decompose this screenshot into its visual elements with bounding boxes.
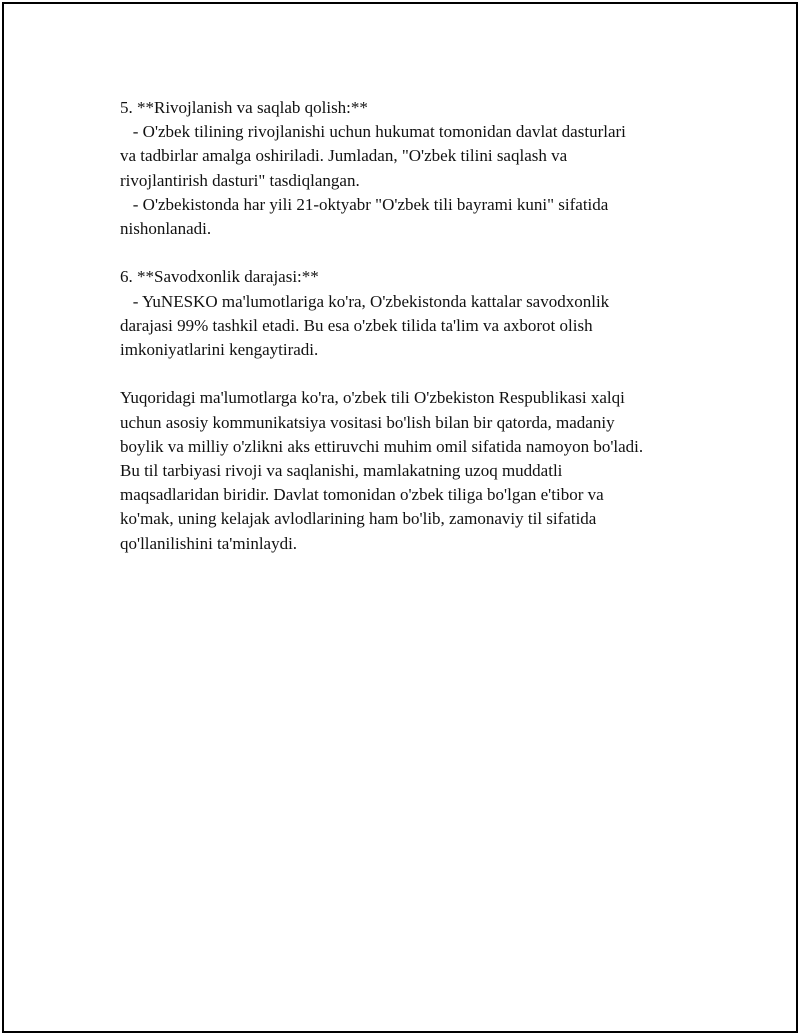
section-5-bullet-2-line-2: nishonlanadi. (120, 219, 212, 239)
conclusion-line-1: Yuqoridagi ma'lumotlarga ko'ra, o'zbek tili O'zbekiston Respublikasi xalqi (120, 388, 625, 408)
conclusion-line-4: Bu til tarbiyasi rivoji va saqlanishi, mamlakatning uzoq muddatli (120, 461, 563, 481)
section-6-bullet-1-line-1: - YuNESKO ma'lumotlariga ko'ra, O'zbekistonda kattalar savodxonlik (120, 291, 610, 311)
document-body (120, 96, 710, 556)
section-6-bullet-1-line-3: imkoniyatlarini kengaytiradi. (120, 340, 319, 360)
paragraph-gap (120, 362, 710, 386)
section-6-heading: 6. **Savodxonlik darajasi:** (120, 267, 319, 287)
conclusion-line-3: boylik va milliy o'zlikni aks ettiruvchi muhim omil sifatida namoyon bo'ladi. (120, 436, 644, 456)
document-page (2, 2, 798, 1033)
section-5-heading: 5. **Rivojlanish va saqlab qolish:** (120, 98, 368, 117)
section-5-bullet-2-line-1: - O'zbekistonda har yili 21-oktyabr "O'zbek tili bayrami kuni" sifatida (120, 194, 609, 214)
section-5-bullet-1-line-1: - O'zbek tilining rivojlanishi uchun hukumat tomonidan davlat dasturlari (120, 122, 626, 142)
paragraph-gap (120, 241, 710, 265)
conclusion-line-2: uchun asosiy kommunikatsiya vositasi bo'lish bilan bir qatorda, madaniy (120, 412, 615, 432)
section-6-bullet-1-line-2: darajasi 99% tashkil etadi. Bu esa o'zbek tilida ta'lim va axborot olish (120, 315, 593, 335)
conclusion-line-7: qo'llanilishini ta'minlaydi. (120, 533, 298, 553)
section-5-bullet-1-line-2: va tadbirlar amalga oshiriladi. Jumladan, "O'zbek tilini saqlash va (120, 146, 568, 166)
section-5-bullet-1-line-3: rivojlantirish dasturi" tasdiqlangan. (120, 170, 360, 190)
conclusion-line-6: ko'mak, uning kelajak avlodlarining ham bo'lib, zamonaviy til sifatida (120, 509, 597, 529)
conclusion-line-5: maqsadlaridan biridir. Davlat tomonidan o'zbek tiliga bo'lgan e'tibor va (120, 485, 604, 505)
